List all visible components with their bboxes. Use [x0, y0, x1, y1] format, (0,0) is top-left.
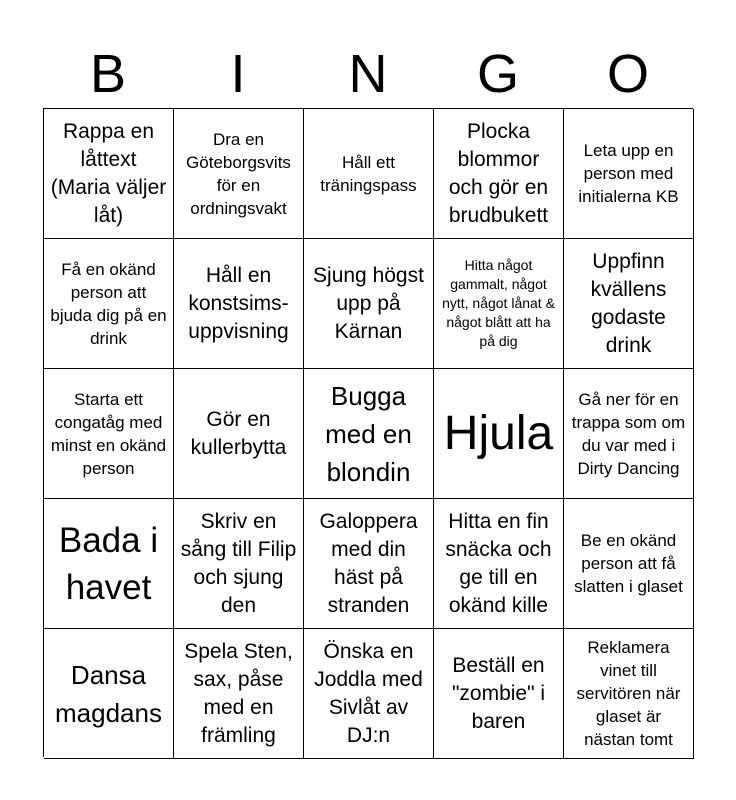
cell-text: Dra en Göteborgsvits för en ordningsvakt	[186, 129, 291, 218]
bingo-header	[43, 40, 693, 108]
bingo-cell[interactable]	[44, 499, 174, 629]
bingo-cell[interactable]	[564, 239, 694, 369]
bingo-cell[interactable]	[44, 629, 174, 759]
bingo-cell[interactable]	[434, 109, 564, 239]
cell-text: Hitta en fin snäcka och ge till en okänd kille	[445, 509, 552, 617]
cell-text: Gör en kullerbytta	[190, 407, 287, 459]
bingo-cell[interactable]	[44, 369, 174, 499]
bingo-cell[interactable]	[564, 629, 694, 759]
cell-text: Starta ett congatåg med minst en okänd person	[50, 389, 167, 478]
header-letter-o: O	[606, 44, 649, 104]
bingo-cell[interactable]	[304, 239, 434, 369]
cell-text: Gå ner för en trappa som om du var med i Dirty Dancing	[571, 389, 686, 478]
header-letter-n: N	[348, 44, 388, 104]
cell-text: Leta upp en person med initialerna KB	[578, 141, 679, 206]
bingo-cell[interactable]	[174, 369, 304, 499]
header-letter-g: G	[476, 44, 519, 104]
bingo-cell[interactable]	[174, 109, 304, 239]
bingo-cell[interactable]	[174, 629, 304, 759]
cell-text: Be en okänd person att få slatten i glaset	[574, 531, 683, 596]
cell-text: Skriv en sång till Filip och sjung den	[180, 509, 297, 617]
bingo-cell[interactable]	[434, 629, 564, 759]
bingo-cell[interactable]	[434, 499, 564, 629]
bingo-cell[interactable]	[304, 369, 434, 499]
cell-text: Galoppera med din häst på stranden	[319, 509, 418, 617]
bingo-cell[interactable]	[434, 239, 564, 369]
cell-text: Sjung högst upp på Kärnan	[313, 263, 424, 343]
bingo-cell[interactable]	[434, 369, 564, 499]
cell-text: Håll en konstsims-uppvisning	[188, 263, 289, 343]
cell-text: Håll ett träningspass	[320, 152, 417, 195]
cell-text: Uppfinn kvällens godaste drink	[590, 249, 667, 357]
bingo-cell[interactable]	[304, 629, 434, 759]
cell-text: Dansa magdans	[55, 659, 162, 728]
cell-text: Beställ en "zombie" i baren	[451, 653, 546, 733]
header-letter-i: I	[230, 44, 246, 104]
bingo-cell[interactable]	[304, 109, 434, 239]
bingo-cell[interactable]	[564, 369, 694, 499]
bingo-cell[interactable]	[174, 499, 304, 629]
cell-text: Bugga med en blondin	[325, 380, 412, 487]
cell-text: Spela Sten, sax, påse med en främling	[184, 639, 293, 747]
cell-text: Hjula	[443, 406, 554, 460]
bingo-grid	[43, 108, 693, 757]
bingo-cell[interactable]	[174, 239, 304, 369]
header-letter-b: B	[89, 44, 127, 104]
cell-text: Reklamera vinet till servitören när glaset är nästan tomt	[576, 638, 681, 749]
bingo-cell[interactable]	[44, 109, 174, 239]
cell-text: Få en okänd person att bjuda dig på en drink	[50, 259, 167, 348]
bingo-cell[interactable]	[44, 239, 174, 369]
cell-text: Önska en Joddla med Sivlåt av DJ:n	[314, 639, 423, 747]
bingo-cell[interactable]	[564, 499, 694, 629]
bingo-cell[interactable]	[304, 499, 434, 629]
bingo-cell[interactable]	[564, 109, 694, 239]
cell-text: Plocka blommor och gör en brudbukett	[448, 119, 549, 227]
cell-text: Hitta något gammalt, något nytt, något lånat & något blått att ha på dig	[442, 257, 555, 349]
cell-text: Rappa en låttext (Maria väljer låt)	[50, 119, 167, 227]
cell-text: Bada i havet	[58, 520, 159, 607]
